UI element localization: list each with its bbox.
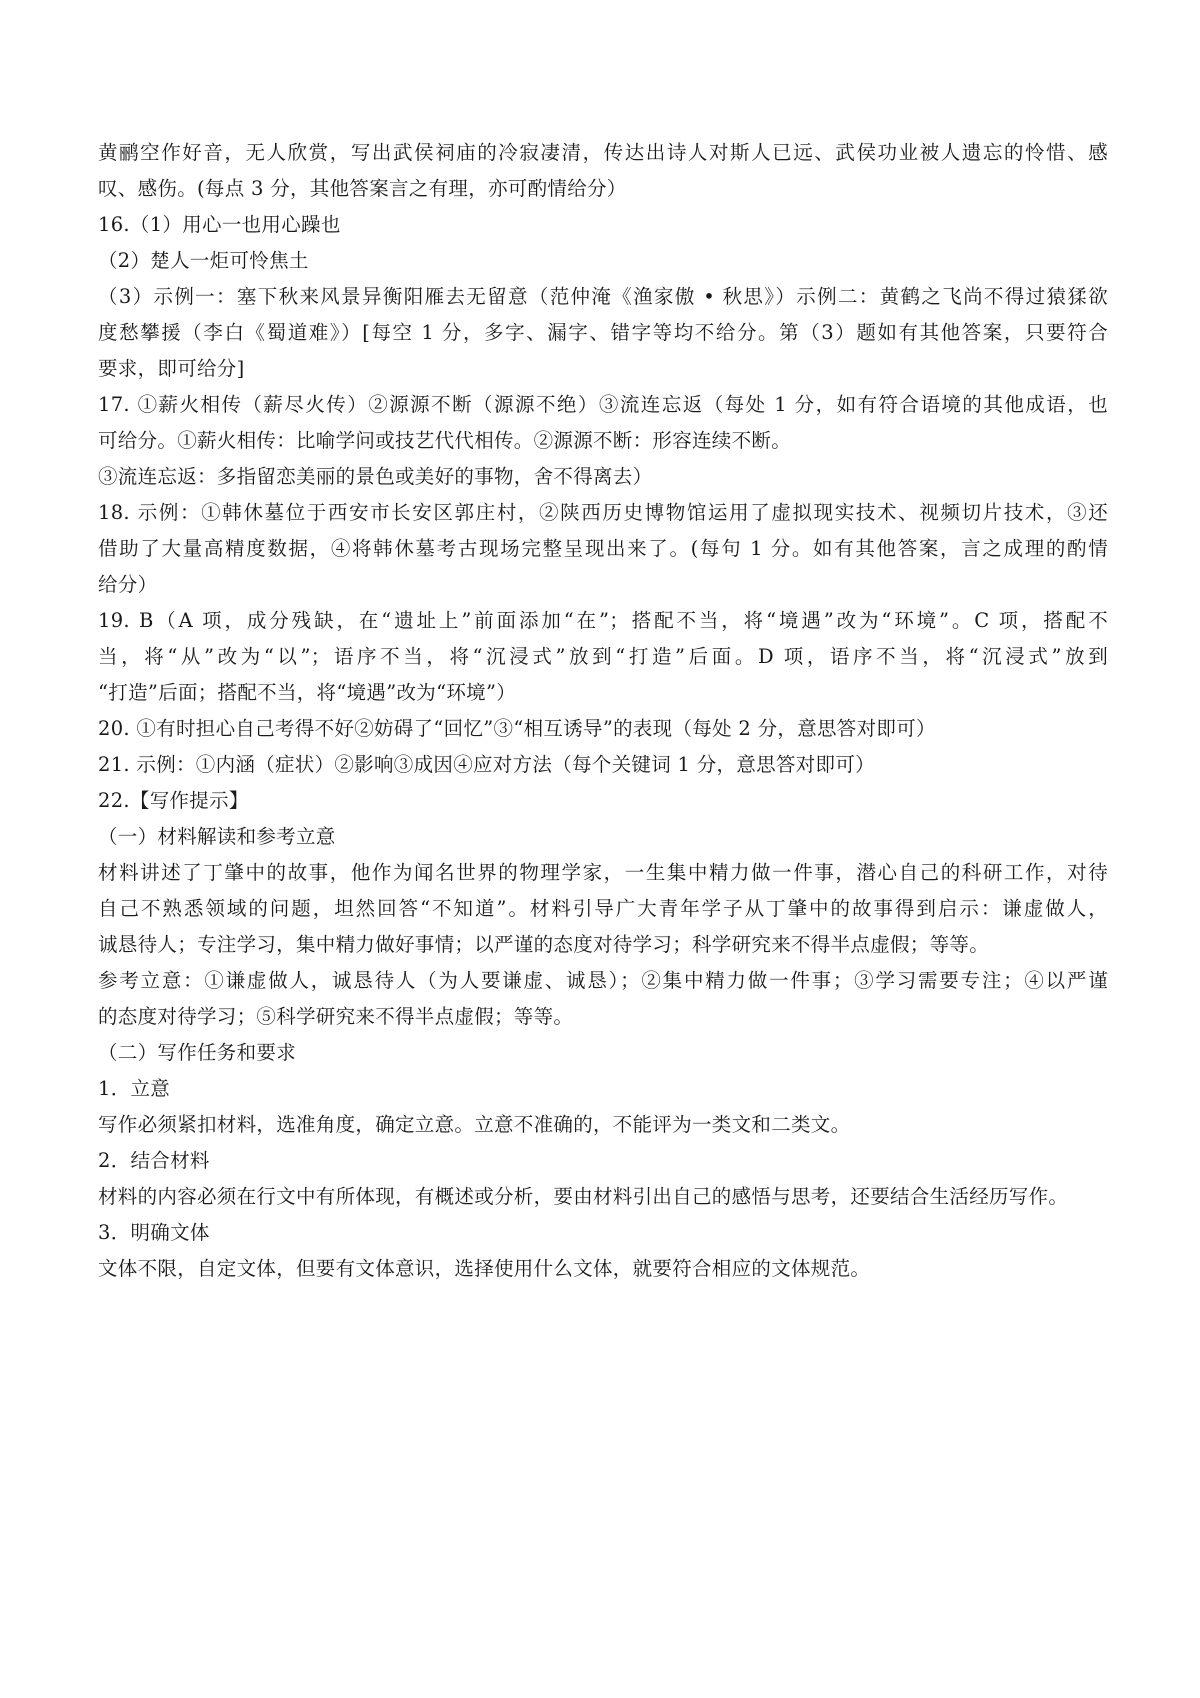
text-line: 2．结合材料: [98, 1149, 210, 1172]
text-line: 19. B（A 项，成分残缺，在“遗址上”前面添加“在”；搭配不当，将“境遇”改为“环境”。C 项，搭配不: [98, 609, 1108, 632]
text-line: 16.（1）用心一也用心躁也: [98, 213, 341, 236]
text-line: 当，将“从”改为“以”；语序不当，将“沉浸式”放到“打造”后面。D 项，语序不当，将“沉浸式”放到: [98, 645, 1108, 668]
text-line: 21. 示例：①内涵（症状）②影响③成因④应对方法（每个关键词 1 分，意思答对即可）: [98, 753, 875, 776]
text-line: 要求，即可给分]: [98, 357, 245, 380]
text-line: ③流连忘返：多指留恋美丽的景色或美好的事物，舍不得离去）: [98, 465, 653, 488]
text-line: 的态度对待学习；⑤科学研究来不得半点虚假；等等。: [98, 1005, 574, 1028]
text-line: 3．明确文体: [98, 1221, 210, 1244]
text-line: 参考立意：①谦虚做人，诚恳待人（为人要谦虚、诚恳）；②集中精力做一件事；③学习需要专注；④以严谨: [98, 969, 1108, 992]
text-line: 17. ①薪火相传（薪尽火传）②源源不断（源源不绝）③流连忘返（每处 1 分，如有符合语境的其他成语，也: [98, 393, 1108, 416]
text-line: “打造”后面；搭配不当，将“境遇”改为“环境”）: [98, 681, 517, 704]
text-line: 20. ①有时担心自己考得不好②妨碍了“回忆”③“相互诱导”的表现（每处 2 分，意思答对即可）: [98, 717, 936, 740]
text-line: 诚恳待人；专注学习，集中精力做好事情；以严谨的态度对待学习；科学研究来不得半点虚假；等等。: [98, 933, 990, 956]
text-line: 写作必须紧扣材料，选准角度，确定立意。立意不准确的，不能评为一类文和二类文。: [98, 1113, 851, 1136]
text-line: （2）楚人一炬可怜焦土: [98, 249, 309, 272]
text-line: （一）材料解读和参考立意: [98, 825, 336, 848]
text-line: 22.【写作提示】: [98, 789, 249, 812]
text-line: 材料讲述了丁肇中的故事，他作为闻名世界的物理学家，一生集中精力做一件事，潜心自己的科研工作，对待: [98, 861, 1108, 884]
text-line: 借助了大量高精度数据，④将韩休墓考古现场完整呈现出来了。(每句 1 分。如有其他答案，言之成理的酌情: [98, 537, 1108, 560]
text-line: 可给分。①薪火相传：比喻学问或技艺代代相传。②源源不断：形容连续不断。: [98, 429, 792, 452]
text-line: （二）写作任务和要求: [98, 1041, 297, 1064]
text-line: 给分）: [98, 573, 158, 596]
text-line: 度愁攀援（李白《蜀道难》）[每空 1 分，多字、漏字、错字等均不给分。第（3）题如有其他答案，只要符合: [98, 321, 1108, 344]
text-line: 黄鹂空作好音，无人欣赏，写出武侯祠庙的冷寂凄清，传达出诗人对斯人已远、武侯功业被人遗忘的怜惜、感: [98, 141, 1108, 164]
text-line: 自己不熟悉领域的问题，坦然回答“不知道”。材料引导广大青年学子从丁肇中的故事得到启示：谦虚做人，: [98, 897, 1108, 920]
text-line: 18. 示例：①韩休墓位于西安市长安区郭庄村，②陕西历史博物馆运用了虚拟现实技术、视频切片技术，③还: [98, 501, 1108, 524]
text-line: 材料的内容必须在行文中有所体现，有概述或分析，要由材料引出自己的感悟与思考，还要结合生活经历写作。: [98, 1185, 1069, 1208]
text-line: （3）示例一：塞下秋来风景异衡阳雁去无留意（范仲淹《渔家傲 • 秋思》）示例二：黄鹤之飞尚不得过猿猱欲: [98, 285, 1108, 308]
answer-text-body: [98, 135, 1108, 1287]
text-line: 1．立意: [98, 1077, 171, 1100]
text-line: 叹、感伤。(每点 3 分，其他答案言之有理，亦可酌情给分）: [98, 177, 627, 200]
text-line: 文体不限，自定文体，但要有文体意识，选择使用什么文体，就要符合相应的文体规范。: [98, 1257, 871, 1280]
